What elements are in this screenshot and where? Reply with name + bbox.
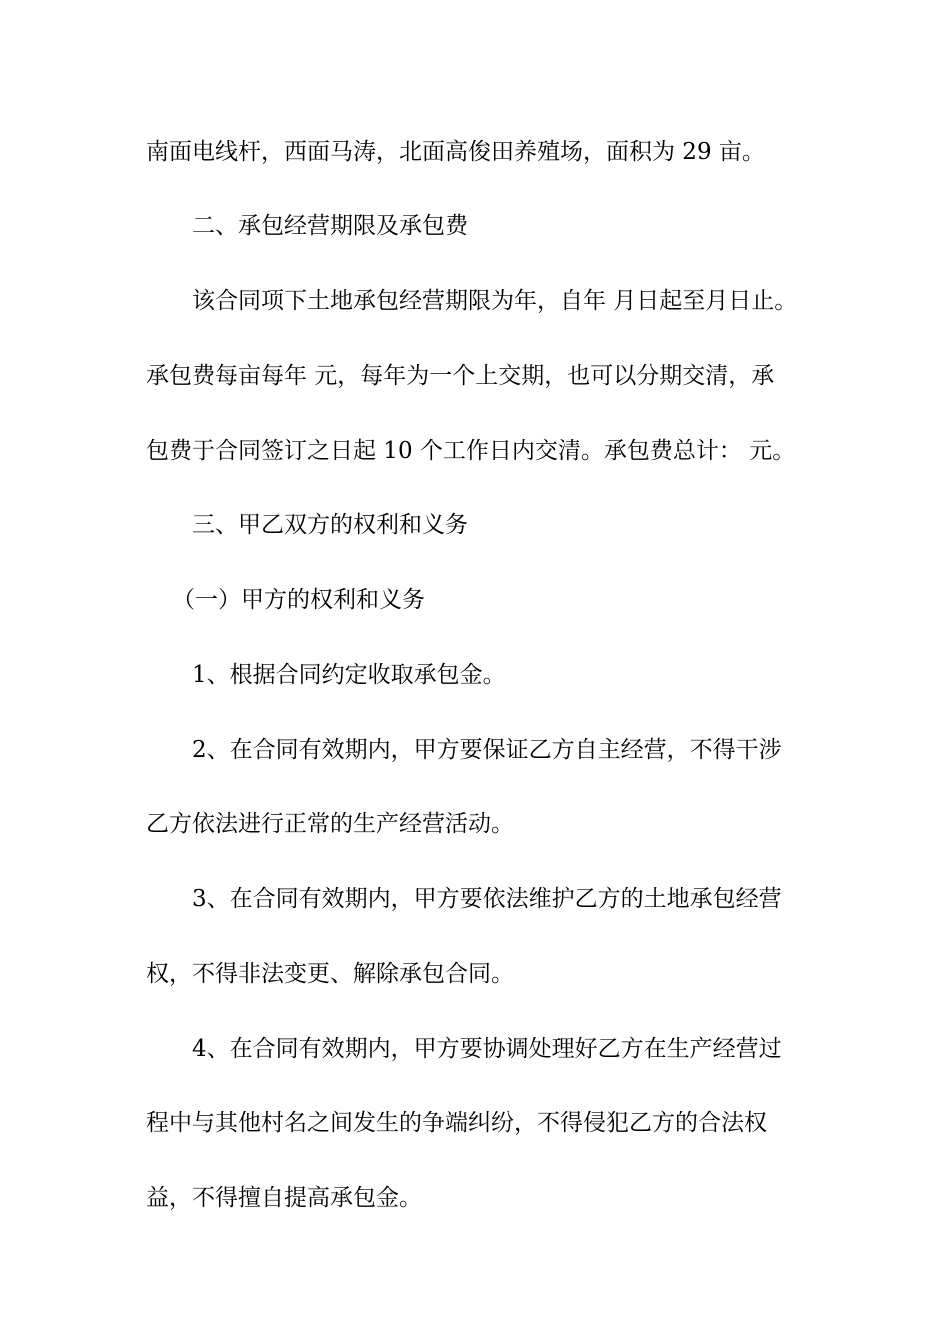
list-item-2: 2、在合同有效期内，甲方要保证乙方自主经营，不得干涉 [192, 737, 782, 763]
text-line-1: 南面电线杆，西面马涛，北面高俊田养殖场，面积为 29 亩。 [146, 139, 765, 165]
text-line-4: 承包费每亩每年 元，每年为一个上交期，也可以分期交清，承 [146, 363, 775, 389]
text-line-3: 该合同项下土地承包经营期限为年，自年 月日起至月日止。 [192, 288, 798, 314]
list-item-3: 3、在合同有效期内，甲方要依法维护乙方的土地承包经营 [192, 886, 782, 912]
list-item-4-cont-1: 程中与其他村名之间发生的争端纠纷，不得侵犯乙方的合法权 [146, 1110, 767, 1136]
list-item-4-cont-2: 益，不得擅自提高承包金。 [146, 1185, 422, 1211]
list-item-2-cont: 乙方依法进行正常的生产经营活动。 [146, 811, 514, 837]
list-item-4: 4、在合同有效期内，甲方要协调处理好乙方在生产经营过 [192, 1036, 782, 1062]
section-heading-2: 二、承包经营期限及承包费 [192, 213, 468, 239]
text-line-5: 包费于合同签订之日起 10 个工作日内交清。承包费总计： 元。 [146, 438, 796, 464]
subsection-heading-1: （一）甲方的权利和义务 [172, 587, 425, 613]
list-item-1: 1、根据合同约定收取承包金。 [192, 662, 506, 688]
section-heading-3: 三、甲乙双方的权利和义务 [192, 512, 468, 538]
list-item-3-cont: 权，不得非法变更、解除承包合同。 [146, 961, 514, 987]
